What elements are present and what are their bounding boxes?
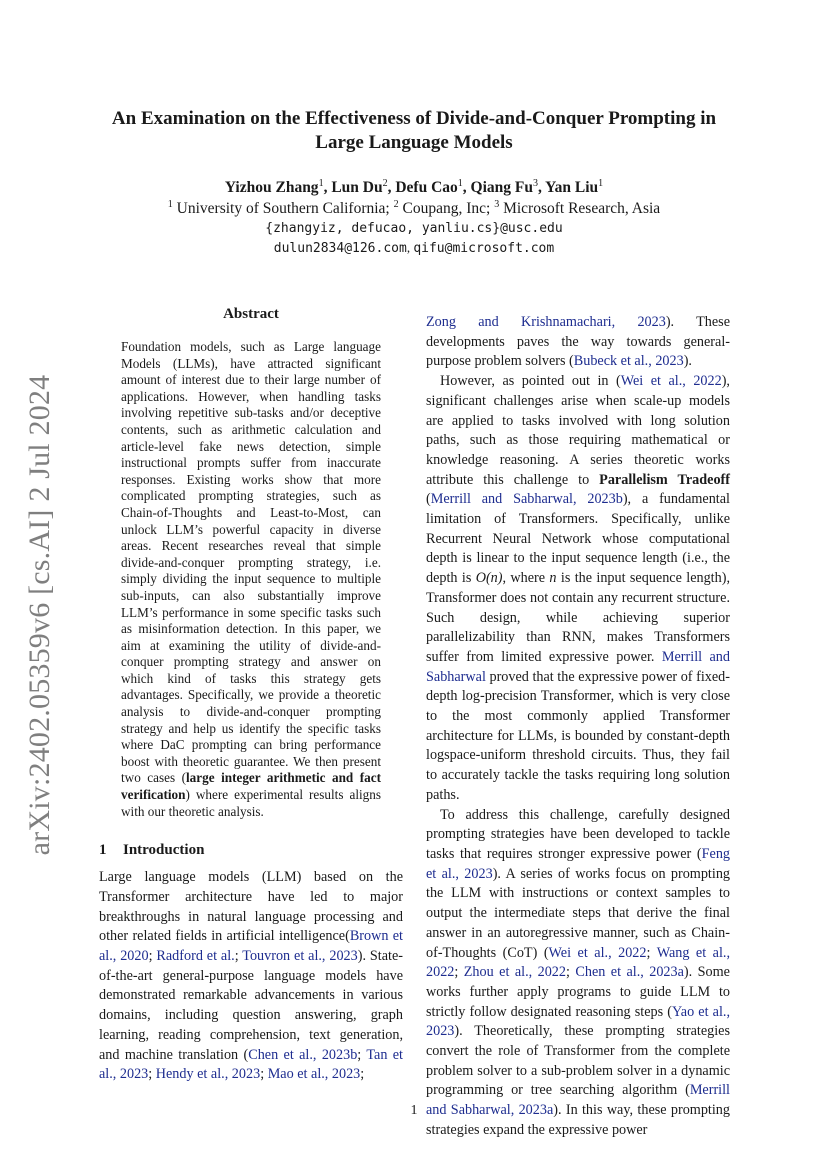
text: ; [566,964,576,981]
affiliation-mark: 2 [393,199,399,210]
page-number: 1 [410,1103,418,1118]
text: ). [683,353,692,370]
bold-term: Parallelism Tradeoff [599,471,730,488]
arxiv-identifier: arXiv:2402.05359v6 [cs.AI] 2 Jul 2024 [23,374,56,856]
citation-link[interactable]: Bubeck et al., 2023 [573,353,684,370]
text: , where [502,570,550,587]
affiliation-mark: 1 [598,178,604,189]
abstract-text: Foundation models, such as Large language Models (LLMs), have attracted significant amount of interest due to their large number of applications. However, when handling tasks involving repetitive sub-tasks and/or deceptive contents, such as arithmetic calculation and article-level fake news detection, simple instructional prompts suffer from inaccurate responses. Existing works show that more complicated prompting strategies, such as Chain-of-Thoughts and Least-to-Most, can unlock LLM’s powerful capacity in diverse areas. Recent researches reveal that simple divide-and-conquer prompting strategy, i.e. simply dividing the input sequence to multiple sub-inputs, can also substantially improve LLM’s performance in some specific tasks such as misinformation detection. In this paper, we aim at examining the utility of divide-and-conquer prompting strategy and answer on which kind of tasks this strategy gets advantages. Specifically, we provide a theoretic analysis to divide-and-conquer prompting strategy and help us identify the specific tasks where DaC prompting can bring performance boost with theoretic guarantee. We then present two cases ( [121,339,381,786]
affiliations [60,199,768,219]
text: ), significant challenges arise when scale-up models are applied to tasks involved with long solution paths, such as those requiring mathematical or knowledge reasoning. A series theoretic works attribute this challenge to [426,373,730,488]
abstract-text-end: ) where experimental results aligns with our theoretic analysis. [121,787,381,819]
affiliation: University of Southern California; [172,200,394,217]
text: ), a fundamental limitation of Transformers. Specifically, unlike Recurrent Neural Network whose computational depth is linear to the input sequence length (i.e., the depth is [426,491,730,587]
text: ). State-of-the-art general-purpose language models have demonstrated remarkable advancements in various domains, including question answering, graph learning, reading comprehension, text generation, and machine translation ( [99,948,403,1063]
section-title: Introduction [123,842,205,859]
affiliation-mark: 2 [382,178,388,189]
abstract-heading: Abstract [223,306,279,322]
text: ; [234,948,243,965]
text: ). A series of works focus on prompting the LLM with instructions or context samples to output the intermediate steps that derive the final answer in an autoregressive manner, such as Chain-of-Thoughts (CoT) ( [426,865,731,961]
separator: , [406,240,414,255]
arxiv-sidebar [20,374,60,856]
text: proved that the expressive power of fixed-depth log-precision Transformer, which is very close to the most commonly applied Transformer architecture for LLMs, is bounded by constant-depth logspace-uniform threshold circuits. Thus, they fail to accurately tackle the tasks requiring long solution paths. [426,668,730,803]
left-column [99,304,403,1085]
citation-link[interactable]: Radford et al. [156,948,235,965]
text: ; [357,1046,367,1063]
citation-link[interactable]: Merrill and Sabharwal, 2023b [430,491,623,508]
citation-link[interactable]: Feng et al., 2023 [426,845,730,882]
citation-link[interactable]: Tan et al., 2023 [99,1046,404,1083]
text: To address this challenge, carefully designed prompting strategies have been developed to tackle tasks that requires stronger expressive power ( [426,806,730,862]
author: Lun Du [331,179,383,196]
citation-link[interactable]: Chen et al., 2023a [575,964,684,981]
citation-link[interactable]: Yao et al., 2023 [426,1003,730,1040]
text: ). These developments paves the way towards general-purpose problem solvers ( [426,314,731,370]
separator: , [323,179,332,196]
title-line-2: Large Language Models [315,132,513,153]
text: ; [646,944,657,961]
text: However, as pointed out in ( [440,373,621,390]
affiliation-mark: 1 [318,178,324,189]
text: Large language models (LLM) based on the Transformer architecture have led to major breakthroughs in natural language processing and other related fields in artificial intelligence( [99,869,403,945]
text: ; [148,1066,156,1083]
paper-title [60,107,768,155]
affiliation-mark: 3 [494,199,500,210]
author: Yizhou Zhang [224,179,319,196]
author: Defu Cao [395,179,458,196]
author-list [60,178,768,198]
citation-link[interactable]: Merrill and Sabharwal, 2023a [426,1082,730,1119]
separator: , [387,179,396,196]
paragraph-prompting [426,806,730,1141]
paragraph-continued [426,313,730,372]
title-line-1: An Examination on the Effectiveness of Divide-and-Conquer Prompting in [111,108,717,129]
paragraph-parallelism [426,372,730,805]
author: Qiang Fu [470,179,533,196]
affiliation-mark: 1 [457,178,463,189]
citation-link[interactable]: Merrill and Sabharwal [426,648,730,685]
intro-paragraph-1 [99,868,403,1085]
separator: , [537,179,546,196]
text: ; [148,948,157,965]
email-address[interactable]: dulun2834@126.com [273,241,407,256]
email-line-2 [60,238,768,259]
text: ( [426,491,431,508]
text: ; [360,1066,365,1083]
citation-link[interactable]: Zhou et al., 2022 [463,964,566,981]
citation-link[interactable]: Wang et al., 2022 [426,944,730,981]
citation-link[interactable]: Brown et al., 2020 [99,928,403,965]
section-heading-introduction [99,840,403,860]
separator: , [462,179,471,196]
citation-link[interactable]: Zong and Krishnamachari, 2023 [426,314,666,330]
abstract-bold-text: large integer arithmetic and fact verification [121,770,381,803]
citation-link[interactable]: Chen et al., 2023b [248,1046,358,1063]
citation-link[interactable]: Mao et al., 2023 [267,1066,361,1083]
affiliation: Microsoft Research, Asia [499,200,661,217]
section-number: 1 [99,842,107,859]
text: ). Theoretically, these prompting strategies convert the role of Transformer from the complete problem solver to a sub-problem solver in a dynamic programming or tree searching algorithm ( [426,1023,730,1099]
right-column [426,313,730,1141]
citation-link[interactable]: Touvron et al., 2023 [242,948,358,965]
affiliation-mark: 1 [167,199,173,210]
text: ; [260,1066,268,1083]
affiliation: Coupang, Inc; [398,200,495,217]
email-address[interactable]: qifu@microsoft.com [413,241,555,256]
citation-link[interactable]: Wei et al., 2022 [620,373,722,390]
text: ). Some works further apply programs to guide LLM to strictly follow designated reasoning steps ( [426,964,730,1020]
text: ; [454,964,464,981]
math-variable: n [549,570,557,587]
citation-link[interactable]: Wei et al., 2022 [548,944,647,961]
text: ). In this way, these prompting strategies expand the expressive power [426,1102,730,1138]
citation-link[interactable]: Hendy et al., 2023 [155,1066,261,1083]
text: is the input sequence length), Transformer does not contain any recurrent structure. Such design, while achieving superior parallelizability than RNN, makes Transformers suffer from limited expressive power. [426,570,730,665]
author: Yan Liu [545,179,599,196]
affiliation-mark: 3 [532,178,538,189]
abstract-body [121,339,381,820]
email-line-1[interactable]: {zhangyiz, defucao, yanliu.cs}@usc.edu [265,221,563,236]
math-expression: O(n) [475,570,503,587]
